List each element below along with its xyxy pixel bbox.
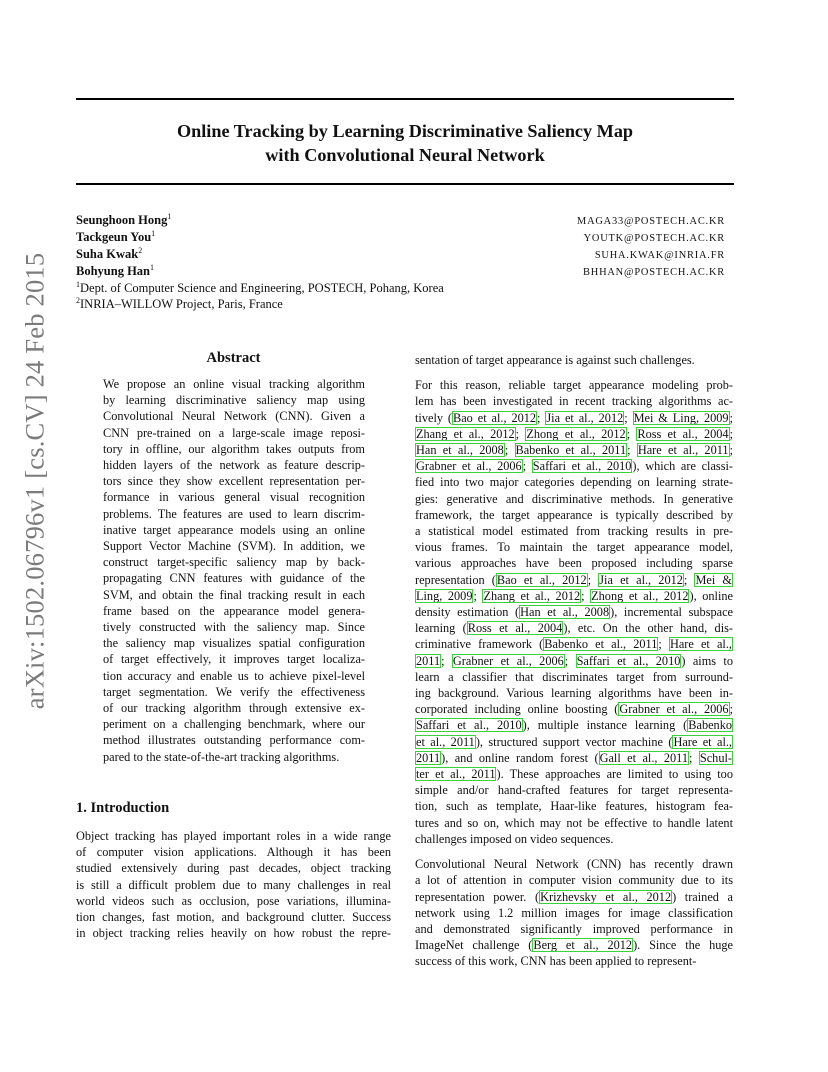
- body-line: [415, 523, 733, 539]
- text-run: ;: [689, 750, 699, 765]
- abstract-line: periment on a challenging benchmark, where our: [103, 717, 365, 732]
- text-run: ;: [504, 443, 515, 458]
- text-run: ;: [624, 410, 633, 425]
- citation-link[interactable]: Berg et al., 2012: [533, 938, 633, 953]
- title-line-2: with Convolutional Neural Network: [265, 145, 545, 165]
- citation-link[interactable]: Saffari et al., 2010: [532, 459, 632, 474]
- text-run: ) trained a: [672, 889, 733, 904]
- citation-link[interactable]: Bao et al., 2012: [496, 572, 587, 587]
- text-run: ), multiple instance learning (: [522, 718, 688, 733]
- text-run: ;: [683, 572, 695, 587]
- citation-link[interactable]: et al., 2011: [416, 734, 475, 749]
- body-line: [415, 491, 733, 507]
- body-line: [415, 620, 733, 636]
- body-line: [415, 701, 733, 717]
- abstract-heading: Abstract: [206, 350, 261, 366]
- citation-link[interactable]: Ross et al., 2004: [467, 621, 563, 636]
- text-run: tures and so on, which may not be effective to handle latent: [415, 815, 733, 830]
- citation-link[interactable]: Hare et al.,: [673, 734, 733, 749]
- arxiv-stamp: [6, 252, 64, 710]
- body-line: [415, 539, 733, 555]
- abstract-line: tion accuracy and enable us to achieve pixel-level: [103, 668, 365, 683]
- paragraph: [415, 377, 733, 847]
- body-line: Object tracking has played important roles in a wide range: [76, 829, 391, 843]
- body-line: [415, 766, 733, 782]
- text-run: ;: [515, 426, 526, 441]
- abstract-line: propagating CNN features with guidance of the: [103, 571, 365, 586]
- text-run: ;: [564, 653, 576, 668]
- citation-link[interactable]: Han et al., 2008: [520, 605, 610, 620]
- citation-link[interactable]: 2011: [416, 653, 441, 668]
- text-run: ;: [729, 443, 733, 458]
- body-line: [415, 458, 733, 474]
- text-run: tion, such as template, Haar-like features, histogram fea-: [415, 799, 733, 814]
- abstract-line: problems. The features are used to learn discrim-: [103, 506, 365, 521]
- abstract-line: target segmentation. We verify the effectiveness: [103, 684, 365, 699]
- citation-link[interactable]: Hare et al., 2011: [637, 443, 729, 458]
- body-line: [415, 377, 733, 393]
- text-run: sentation of target appearance is against such challenges.: [415, 353, 695, 367]
- body-line: [415, 507, 733, 523]
- author-name: Tackgeun You$^1$: [76, 229, 156, 244]
- citation-link[interactable]: Zhang et al., 2012: [483, 588, 581, 603]
- text-run: ), which are classi-: [632, 459, 733, 474]
- body-line: [415, 831, 733, 847]
- abstract-line: SVM, and obtain the final tracking result in each: [103, 587, 365, 602]
- body-line: [415, 782, 733, 798]
- text-run: For this reason, reliable target appearance modeling prob-: [415, 378, 733, 393]
- body-line: [415, 555, 733, 571]
- text-run: ). Since the huge: [633, 938, 733, 953]
- abstract-line: tors since they show excellent representation per-: [103, 474, 365, 489]
- citation-link[interactable]: Grabner et al., 2006: [416, 459, 522, 474]
- paper-title: [76, 119, 734, 167]
- citation-link[interactable]: Saffari et al., 2010: [416, 718, 522, 733]
- body-line: [415, 921, 733, 937]
- text-run: ;: [729, 426, 733, 441]
- body-line: world videos such as occlusion, pose variations, illumina-: [76, 893, 391, 908]
- author-email: BHHAN@POSTECH.AC.KR: [583, 267, 725, 278]
- arxiv-stamp-text: arXiv:1502.06796v1 [cs.CV] 24 Feb 2015: [19, 252, 50, 710]
- text-run: simple and/or hand-crafted features for target representa-: [415, 783, 733, 798]
- body-line: [415, 604, 733, 620]
- affiliation: $^2$INRIA–WILLOW Project, Paris, France: [76, 296, 283, 311]
- text-run: corporated including online boosting (: [415, 702, 619, 717]
- text-run: learn a classifier that discriminates target from surround-: [415, 669, 733, 684]
- citation-link[interactable]: Ross et al., 2004: [637, 426, 729, 441]
- text-run: ), online: [689, 588, 733, 603]
- abstract-line: hidden layers of the network as feature descrip-: [103, 458, 365, 473]
- body-line: [415, 474, 733, 490]
- citation-link[interactable]: Han et al., 2008: [416, 443, 504, 458]
- intro-right-column: [415, 352, 733, 979]
- body-line: [415, 352, 733, 368]
- text-run: ), incremental subspace: [610, 605, 733, 620]
- citation-link[interactable]: Mei & Ling, 2009: [633, 410, 729, 425]
- title-line-1: Online Tracking by Learning Discriminative Saliency Map: [176, 121, 634, 141]
- author-name: Suha Kwak$^2$: [76, 246, 143, 261]
- abstract-line: of our tracking algorithm through extensive ex-: [103, 701, 365, 716]
- text-run: various approaches have been proposed including sparse: [415, 556, 733, 571]
- body-line: studied extensively during past decades, object tracking: [76, 861, 391, 876]
- citation-link[interactable]: Ling, 2009: [416, 588, 473, 603]
- body-line: tion changes, fast motion, and background clutter. Success: [76, 910, 391, 925]
- text-run: ;: [627, 443, 637, 458]
- citation-link[interactable]: Babenko: [688, 718, 732, 733]
- citation-link[interactable]: Zhong et al., 2012: [591, 588, 689, 603]
- body-line: [415, 572, 733, 588]
- body-line: is still a difficult problem due to many challenges in real: [76, 877, 391, 892]
- body-line: [415, 717, 733, 733]
- citation-link[interactable]: Saffari et al., 2010: [576, 653, 681, 668]
- intro-left-column: [76, 828, 391, 941]
- citation-link[interactable]: 2011: [416, 750, 441, 765]
- text-run: ;: [473, 588, 483, 603]
- abstract-line: method illustrates outstanding performance com-: [103, 733, 365, 748]
- abstract-line: of target effectively, it improves target localiza-: [103, 652, 365, 667]
- text-run: framework, the target appearance is typically described by: [415, 507, 733, 522]
- body-line: in object tracking relies heavily on how robust the repre-: [76, 926, 391, 941]
- text-run: ;: [522, 459, 532, 474]
- citation-link[interactable]: Jia et al., 2012: [546, 410, 624, 425]
- text-run: representation (: [415, 572, 496, 587]
- citation-link[interactable]: Gall et al., 2011: [599, 750, 689, 765]
- text-run: ;: [729, 410, 733, 425]
- text-run: criminative framework (: [415, 637, 544, 652]
- body-line: [415, 653, 733, 669]
- text-run: ;: [729, 702, 733, 717]
- text-run: success of this work, CNN has been applied to represent-: [415, 954, 697, 969]
- text-run: ;: [587, 572, 599, 587]
- citation-link[interactable]: Jia et al., 2012: [599, 572, 683, 587]
- abstract-line: We propose an online visual tracking algorithm: [103, 377, 365, 391]
- text-run: challenges imposed on video sequences.: [415, 831, 614, 846]
- bottom-rule: [76, 183, 734, 185]
- body-line: [415, 872, 733, 888]
- abstract-line: tively constructed with the saliency map. Since: [103, 620, 365, 635]
- abstract-line: Support Vector Machine (SVM). In addition, we: [103, 539, 365, 554]
- text-run: vious frames. To maintain the target appearance model,: [415, 540, 733, 555]
- paragraph: [415, 352, 733, 368]
- author-name: Bohyung Han$^1$: [76, 263, 154, 278]
- body-line: [415, 750, 733, 766]
- text-run: gies: generative and discriminative methods. In generative: [415, 491, 733, 506]
- text-run: ), etc. On the other hand, dis-: [563, 621, 733, 636]
- section-heading: 1. Introduction: [76, 800, 170, 816]
- body-line: [415, 442, 733, 458]
- abstract-line: tory in offline, our algorithm takes outputs from: [103, 441, 365, 456]
- body-line: [415, 669, 733, 685]
- abstract-line: Convolutional Neural Network (CNN). Given a: [103, 409, 365, 424]
- citation-link[interactable]: Hare et al.,: [669, 637, 732, 652]
- citation-link[interactable]: Babenko et al., 2011: [515, 443, 627, 458]
- body-line: [415, 410, 733, 426]
- text-run: ;: [581, 588, 591, 603]
- citation-link[interactable]: ter et al., 2011: [416, 767, 496, 782]
- author-email: MAGA33@POSTECH.AC.KR: [577, 216, 725, 227]
- author-emails: [577, 213, 725, 281]
- text-run: ImageNet challenge (: [415, 938, 533, 953]
- citation-link[interactable]: Bao et al., 2012: [453, 410, 537, 425]
- body-line: of computer vision applications. Although it has been: [76, 845, 391, 860]
- affiliation: $^1$Dept. of Computer Science and Engineering, POSTECH, Pohang, Korea: [76, 280, 444, 295]
- affiliations: [76, 280, 444, 312]
- text-run: and demonstrated significantly improved performance in: [415, 921, 733, 936]
- citation-link[interactable]: Grabner et al., 2006: [452, 653, 564, 668]
- text-run: a statistical model estimated from tracking results in pre-: [415, 524, 733, 539]
- text-run: ;: [537, 410, 546, 425]
- text-run: density estimation (: [415, 605, 520, 620]
- body-line: [415, 636, 733, 652]
- author-name: Seunghoon Hong$^1$: [76, 212, 172, 227]
- paragraph: [415, 856, 733, 969]
- body-line: [415, 426, 733, 442]
- text-run: ;: [626, 426, 637, 441]
- text-run: representation power. (: [415, 889, 540, 904]
- citation-link[interactable]: Schul-: [699, 750, 732, 765]
- body-line: [415, 685, 733, 701]
- text-run: Convolutional Neural Network (CNN) has recently drawn: [415, 857, 733, 872]
- citation-link[interactable]: Babenko et al., 2011: [544, 637, 658, 652]
- text-run: ). These approaches are limited to using too: [496, 767, 733, 782]
- text-run: ), structured support vector machine (: [475, 734, 673, 749]
- author-list: [76, 212, 171, 280]
- abstract-line: the saliency map visualizes spatial configuration: [103, 636, 365, 651]
- body-line: [415, 798, 733, 814]
- text-run: ), and online random forest (: [441, 750, 599, 765]
- citation-link[interactable]: Zhong et al., 2012: [526, 426, 626, 441]
- body-line: [415, 937, 733, 953]
- body-line: [415, 734, 733, 750]
- text-run: a lot of attention in computer vision community due to its: [415, 873, 733, 888]
- body-line: [415, 588, 733, 604]
- text-run: ing background. Various learning algorithms have been in-: [415, 686, 733, 701]
- abstract-line: CNN pre-trained on a large-scale image reposi-: [103, 425, 365, 440]
- text-run: network using 1.2 million images for image classification: [415, 905, 733, 920]
- abstract-line: frame based on the appearance model genera-: [103, 603, 365, 618]
- citation-link[interactable]: Grabner et al., 2006: [619, 702, 729, 717]
- citation-link[interactable]: Zhang et al., 2012: [416, 426, 515, 441]
- body-line: [415, 905, 733, 921]
- body-line: [415, 953, 733, 969]
- text-run: ;: [658, 637, 669, 652]
- abstract-line: pared to the state-of-the-art tracking algorithms.: [103, 749, 340, 764]
- citation-link[interactable]: Krizhevsky et al., 2012: [540, 889, 672, 904]
- body-line: [415, 889, 733, 905]
- text-run: fied into two major categories depending on learning strate-: [415, 475, 733, 490]
- author-email: SUHA.KWAK@INRIA.FR: [594, 250, 725, 261]
- abstract-line: by learning discriminative saliency map using: [103, 393, 365, 408]
- abstract-line: formance in various general visual recognition: [103, 490, 365, 505]
- abstract-body: [103, 376, 365, 765]
- text-run: lem has been investigated in recent tracking algorithms ac-: [415, 394, 733, 409]
- text-run: learning (: [415, 621, 467, 636]
- body-line: [415, 393, 733, 409]
- body-line: [415, 815, 733, 831]
- abstract-line: construct target-specific saliency map by back-: [103, 555, 365, 570]
- text-run: tively (: [415, 410, 453, 425]
- body-line: [415, 856, 733, 872]
- author-email: YOUTK@POSTECH.AC.KR: [583, 233, 725, 244]
- citation-link[interactable]: Mei &: [695, 572, 732, 587]
- text-run: ;: [441, 653, 452, 668]
- top-rule: [76, 98, 734, 100]
- abstract-line: inative target appearance models using an online: [103, 522, 365, 537]
- text-run: ) aims to: [681, 653, 733, 668]
